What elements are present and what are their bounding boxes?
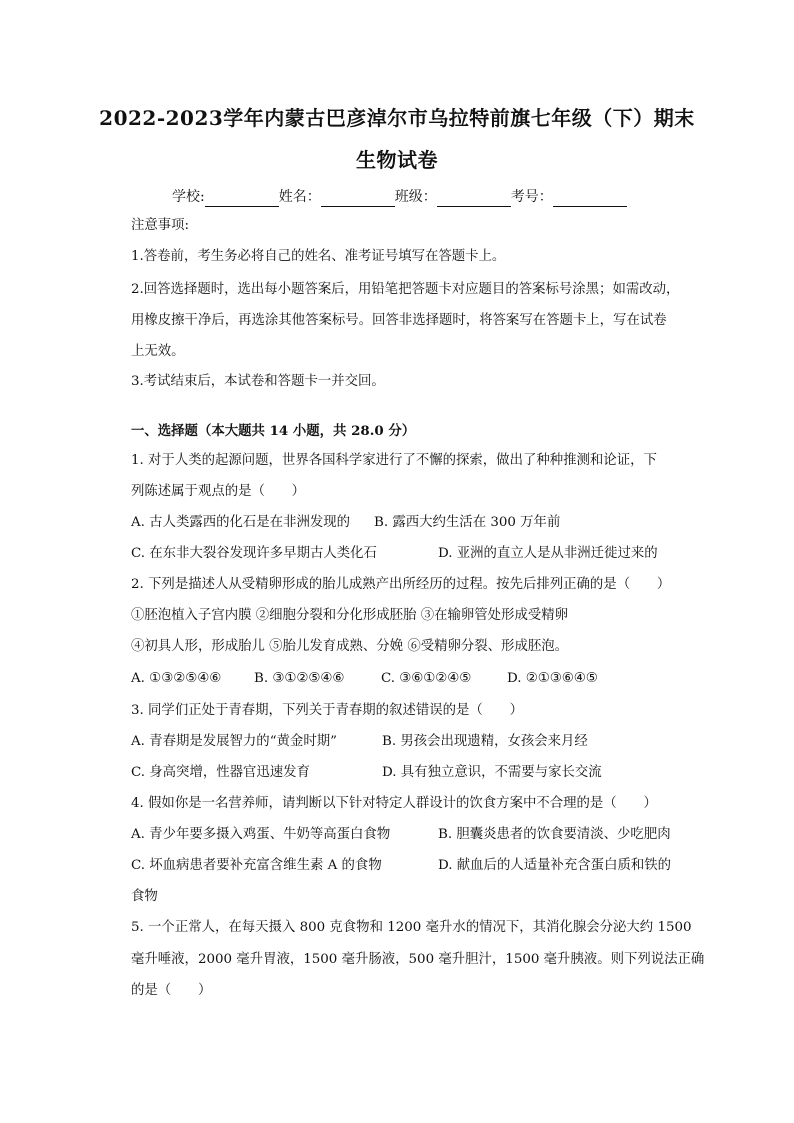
option-b: B. 露西大约生活在 300 万年前 [374, 515, 561, 530]
question-5-stem-cont: 的是（ ） [131, 983, 212, 998]
option-d: D. ②①③⑥④⑤ [507, 671, 598, 686]
exam-number-blank[interactable] [553, 191, 627, 207]
notice-heading: 注意事项: [131, 218, 190, 233]
option-d: D. 献血后的人适量补充含蛋白质和铁的 [438, 858, 672, 873]
name-blank[interactable] [321, 191, 395, 207]
option-b: B. 胆囊炎患者的饮食要清淡、少吃肥肉 [438, 827, 671, 842]
option-c: C. 在东非大裂谷发现许多早期古人类化石 [131, 546, 377, 561]
class-blank[interactable] [437, 191, 511, 207]
question-1-stem-cont: 列陈述属于观点的是（ ） [131, 484, 306, 499]
question-1-options-row2 [131, 544, 731, 564]
option-d: D. 亚洲的直立人是从非洲迁徙过来的 [438, 546, 658, 561]
school-label: 学校: [172, 189, 205, 205]
option-c: C. ③⑥①②④⑤ [381, 671, 472, 686]
question-4-options-row1 [131, 825, 731, 845]
name-label: 姓名： [278, 189, 321, 205]
student-info-row [172, 187, 672, 207]
question-3-options-row1 [131, 732, 731, 752]
question-1-options-row1 [131, 513, 731, 533]
question-1-stem: 1. 对于人类的起源问题，世界各国科学家进行了不懈的探索，做出了种种推测和论证，下 [131, 453, 657, 468]
question-3-stem: 3. 同学们正处于青春期，下列关于青春期的叙述错误的是（ ） [131, 703, 523, 718]
option-d: D. 具有独立意识，不需要与家长交流 [382, 765, 602, 780]
option-c: C. 身高突增，性器官迅速发育 [131, 765, 310, 780]
option-b: B. ③①②⑤④⑥ [254, 671, 345, 686]
class-label: 班级： [394, 189, 437, 205]
question-3-options-row2 [131, 763, 731, 783]
option-b: B. 男孩会出现遗精，女孩会来月经 [382, 734, 588, 749]
option-a: A. 青春期是发展智力的“黄金时期” [131, 734, 337, 749]
notice-item: 上无效。 [131, 344, 185, 359]
section-heading: 一、选择题（本大题共 14 小题，共 28.0 分） [131, 423, 416, 439]
question-4-stem: 4. 假如你是一名营养师，请判断以下针对特定人群设计的饮食方案中不合理的是（ ） [131, 796, 657, 811]
question-2-stem: 2. 下列是描述人从受精卵形成的胎儿成熟产出所经历的过程。按先后排列正确的是（ ） [131, 577, 671, 592]
question-4-option-d-cont: 食物 [131, 889, 158, 904]
option-a: A. 青少年要多摄入鸡蛋、牛奶等高蛋白食物 [131, 827, 391, 842]
notice-item: 用橡皮擦干净后，再选涂其他答案标号。回答非选择题时，将答案写在答题卡上，写在试卷 [131, 313, 667, 328]
notice-item: 2.回答选择题时，选出每小题答案后，用铅笔把答题卡对应题目的答案标号涂黑；如需改动， [131, 282, 680, 297]
exam-title-line2: 生物试卷 [356, 148, 438, 172]
question-5-stem: 5. 一个正常人，在每天摄入 800 克食物和 1200 毫升水的情况下，其消化腺会分泌大约 1500 [131, 920, 692, 935]
question-4-options-row2 [131, 856, 731, 876]
question-2-options [131, 669, 731, 689]
school-blank[interactable] [205, 191, 279, 207]
question-2-items: ④初具人形，形成胎儿 ⑤胎儿发育成熟、分娩 ⑥受精卵分裂、形成胚泡。 [131, 639, 569, 654]
option-a: A. 古人类露西的化石是在非洲发现的 [131, 515, 351, 530]
option-a: A. ①③②⑤④⑥ [131, 671, 222, 686]
exam-title-line1: 2022-2023学年内蒙古巴彦淖尔市乌拉特前旗七年级（下）期末 [99, 106, 695, 130]
question-5-stem-cont: 毫升唾液，2000 毫升胃液，1500 毫升肠液，500 毫升胆汁，1500 毫升胰液。则下列说法正确 [131, 952, 705, 967]
question-2-items: ①胚泡植入子宫内膜 ②细胞分裂和分化形成胚胎 ③在输卵管处形成受精卵 [131, 608, 569, 623]
exam-number-label: 考号： [510, 189, 553, 205]
option-c: C. 坏血病患者要补充富含维生素 A 的食物 [131, 858, 382, 873]
notice-item: 3.考试结束后，本试卷和答题卡一并交回。 [131, 374, 385, 389]
notice-item: 1.答卷前，考生务必将自己的姓名、准考证号填写在答题卡上。 [131, 249, 506, 264]
